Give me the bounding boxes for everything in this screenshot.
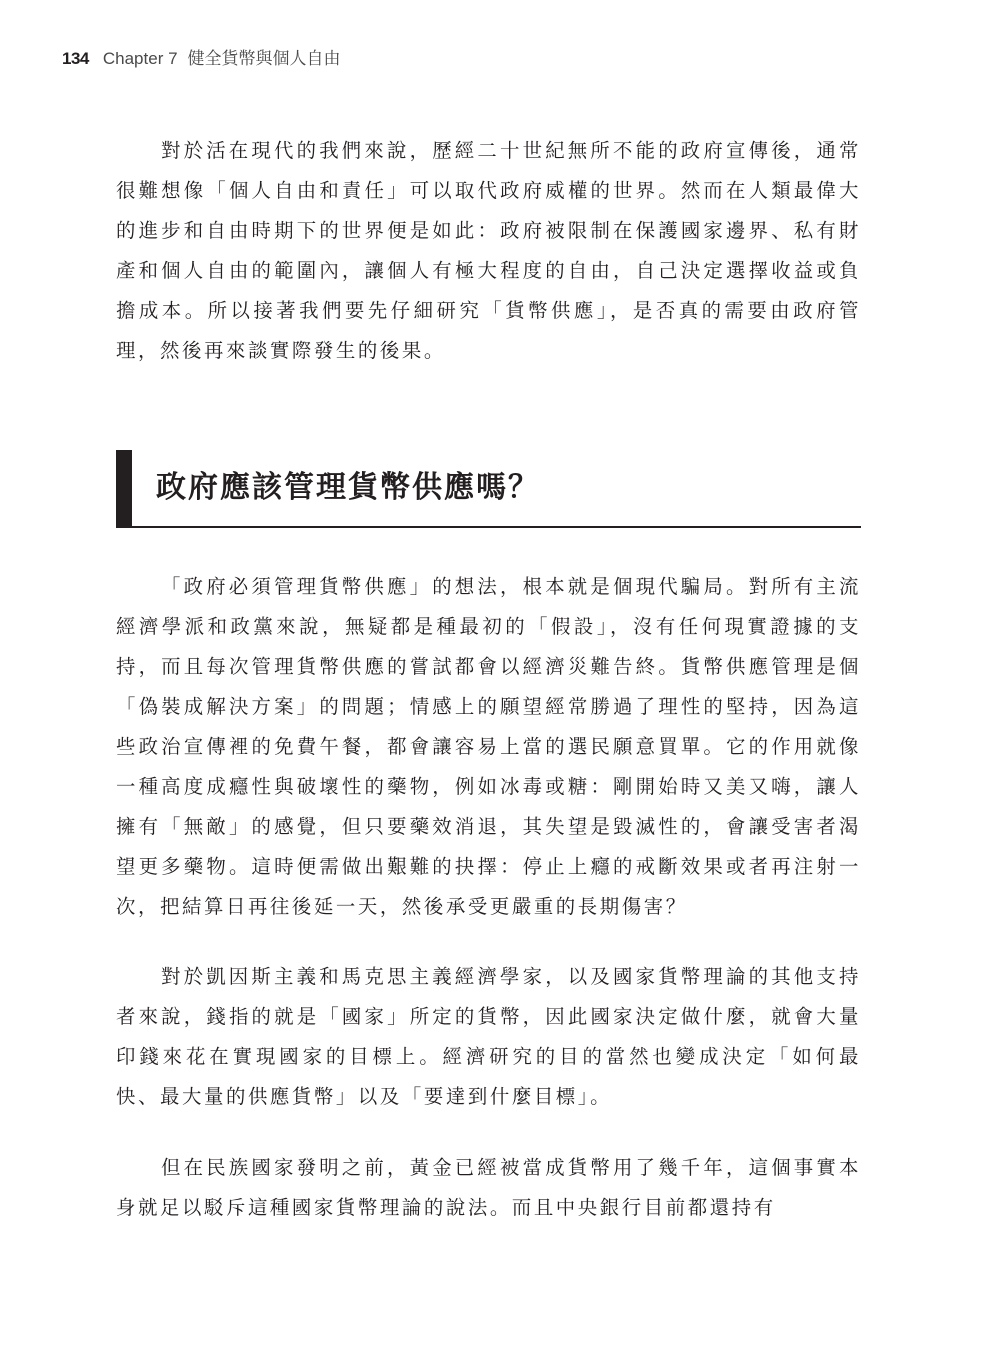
section-heading <box>116 450 861 530</box>
page-number: 134 <box>62 49 89 68</box>
heading-underline <box>132 526 861 528</box>
section-heading-text: 政府應該管理貨幣供應嗎？ <box>156 470 540 505</box>
paragraph: 對於凱因斯主義和馬克思主義經濟學家，以及國家貨幣理論的其他支持者來說，錢指的就是「國家」所定的貨幣，因此國家決定做什麼，就會大量印錢來花在實現國家的目標上。經濟研究的目的當然也變成決定「如何最快、最大量的供應貨幣」以及「要達到什麼目標」。 <box>116 965 861 1108</box>
paragraph: 但在民族國家發明之前，黃金已經被當成貨幣用了幾千年，這個事實本身就足以駁斥這種國家貨幣理論的說法。而且中央銀行目前都還持有 <box>116 1156 861 1219</box>
section-text-block-2 <box>116 957 861 1117</box>
paragraph: 「政府必須管理貨幣供應」的想法，根本就是個現代騙局。對所有主流經濟學派和政黨來說，無疑都是種最初的「假設」，沒有任何現實證據的支持，而且每次管理貨幣供應的嘗試都會以經濟災難告終。貨幣供應管理是個「偽裝成解決方案」的問題；情感上的願望經常勝過了理性的堅持，因為這些政治宣傳裡的免費午餐，都會讓容易上當的選民願意買單。它的作用就像一種高度成癮性與破壞性的藥物，例如冰毒或糖：剛開始時又美又嗨，讓人擁有「無敵」的感覺，但只要藥效消退，其失望是毀滅性的，會讓受害者渴望更多藥物。這時便需做出艱難的抉擇：停止上癮的戒斷效果或者再注射一次，把結算日再往後延一天，然後承受更嚴重的長期傷害？ <box>116 575 861 918</box>
chapter-title: 健全貨幣與個人自由 <box>187 49 341 69</box>
paragraph: 對於活在現代的我們來說，歷經二十世紀無所不能的政府宣傳後，通常很難想像「個人自由和責任」可以取代政府威權的世界。然而在人類最偉大的進步和自由時期下的世界便是如此：政府被限制在保護國家邊界、私有財產和個人自由的範圍內，讓個人有極大程度的自由，自己決定選擇收益或負擔成本。所以接著我們要先仔細研究「貨幣供應」，是否真的需要由政府管理，然後再來談實際發生的後果。 <box>116 139 861 362</box>
intro-text-block <box>116 131 861 371</box>
running-head <box>62 44 341 74</box>
section-text-block-3 <box>116 1148 861 1228</box>
heading-bar <box>116 450 132 528</box>
chapter-label: Chapter 7 <box>102 49 178 68</box>
section-text-block-1 <box>116 567 861 927</box>
